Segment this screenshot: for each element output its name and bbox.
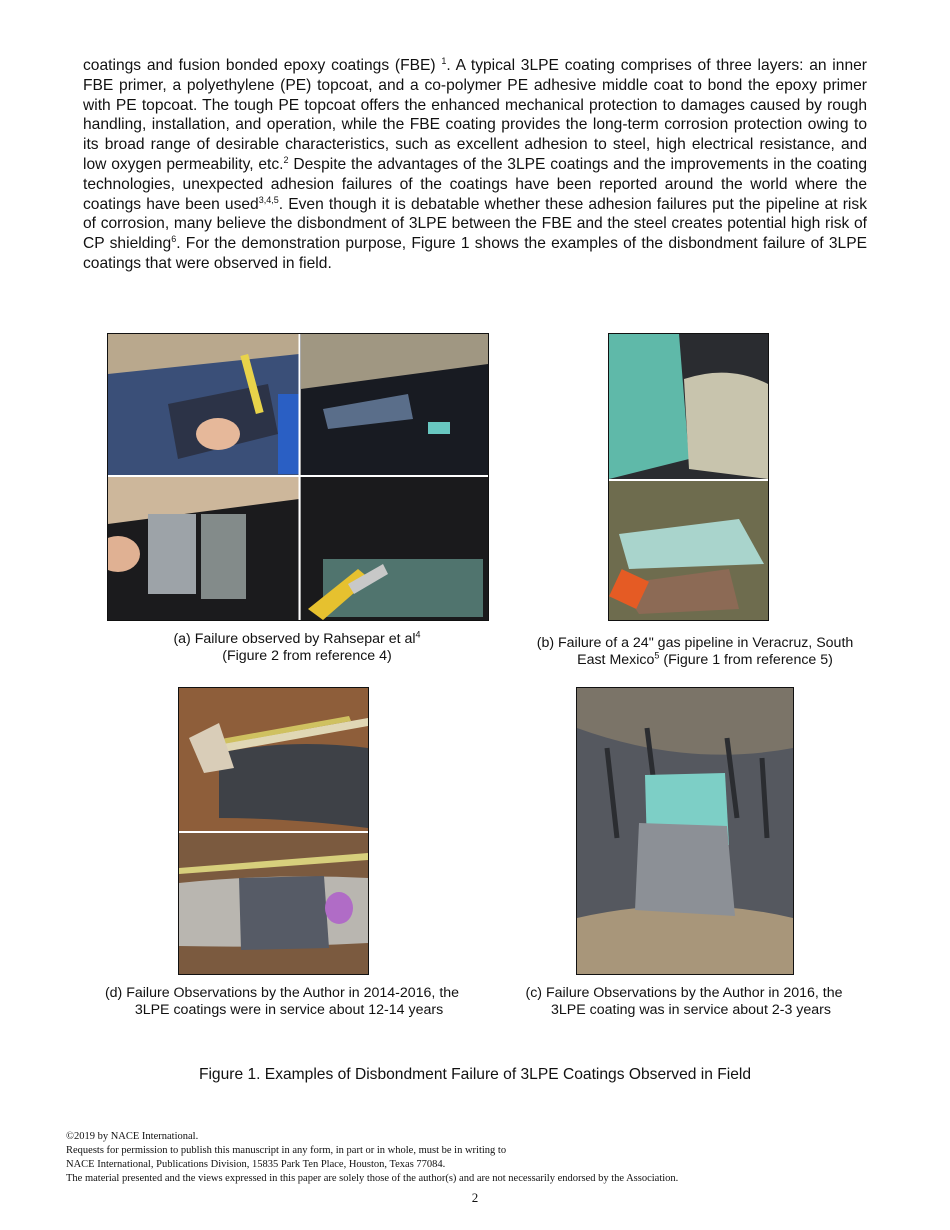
text-run: East Mexico (577, 652, 655, 668)
figure-d-caption (82, 985, 482, 1019)
figure-title: Figure 1. Examples of Disbondment Failure of 3LPE Coatings Observed in Field (198, 1066, 752, 1083)
citation-sup: 5 (654, 650, 660, 661)
citation-sup: 6 (171, 233, 177, 244)
citation-sup: 2 (283, 154, 289, 165)
text-run: Despite the advantages of the 3LPE coatings and the improvements in the coating technologies, unexpected adhesion failures of the coatings have been reported around the world where the coatings have been used (83, 155, 867, 213)
figure-d-photo (178, 687, 369, 975)
citation-sup: 4 (415, 629, 421, 640)
footer-line: Requests for permission to publish this manuscript in any form, in part or in whole, must be in writing to (66, 1145, 507, 1156)
figure-c-caption (498, 985, 870, 1019)
figure-d-collage (179, 688, 368, 974)
footer-line: The material presented and the views expressed in this paper are solely those of the author(s) and are not necessarily endorsed by the Association. (66, 1173, 679, 1184)
text-run: . A typical 3LPE coating comprises of three layers: an inner FBE primer, a polyethylene (PE) topcoat, and a co-polymer PE adhesive middle coat to bond the epoxy primer with PE topcoat. The tough PE topcoat offers the enhanced mechanical protection to damages caused by rough handling, installation, and operation, while the FBE coating provides the long-term corrosion protection owing to its broad range of desirable characteristics, such as excellent adhesion to steel, high electrical resistance, and low oxygen permeability, etc. (83, 57, 867, 173)
footer-line: ©2019 by NACE International. (66, 1131, 199, 1142)
figure-b-photo (608, 333, 769, 621)
figure-a-collage (108, 334, 488, 620)
figure-b-collage (609, 334, 768, 620)
caption-line: (c) Failure Observations by the Author in 2016, the (525, 985, 843, 1001)
figure-a-caption (107, 631, 487, 665)
text-run: . For the demonstration purpose, Figure 1 shows the examples of the disbondment failure of 3LPE coatings that were observed in field. (83, 235, 867, 272)
caption-line: 3LPE coating was in service about 2-3 years (551, 1002, 831, 1018)
citation-sup: 3,4,5 (258, 194, 279, 205)
figure-a-photo (107, 333, 489, 621)
caption-line: (b) Failure of a 24" gas pipeline in Veracruz, South (536, 635, 854, 651)
caption-line: (d) Failure Observations by the Author in 2014-2016, the (104, 985, 460, 1001)
text-run: . Even though it is debatable whether these adhesion failures put the pipeline at risk of corrosion, many believe the disbondment of 3LPE between the FBE and the steel creates potential high risk of CP shielding (83, 195, 867, 253)
text-run: coatings and fusion bonded epoxy coatings (FBE) (83, 57, 436, 74)
citation-sup: 1 (441, 55, 447, 66)
body-paragraph (83, 56, 867, 274)
figure-b-caption (515, 635, 875, 669)
text-run: (a) Failure observed by Rahsepar et al (173, 631, 416, 647)
copyright-footer (66, 1130, 886, 1186)
page-number: 2 (471, 1190, 479, 1205)
footer-line: NACE International, Publications Division, 15835 Park Ten Place, Houston, Texas 77084. (66, 1159, 446, 1170)
caption-line: 3LPE coatings were in service about 12-14 years (134, 1002, 444, 1018)
caption-line: (Figure 2 from reference 4) (222, 648, 392, 664)
text-run: (Figure 1 from reference 5) (659, 652, 833, 668)
figure-c-image (577, 688, 793, 974)
caption-line (107, 631, 487, 648)
figure-c-photo (576, 687, 794, 975)
caption-line (515, 652, 875, 669)
